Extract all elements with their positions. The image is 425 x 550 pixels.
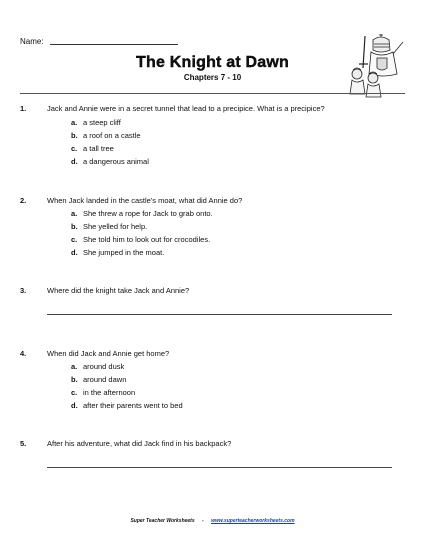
question-1-option-c[interactable]	[71, 144, 114, 153]
question-3-number: 3.	[20, 286, 27, 295]
worksheet-subtitle: Chapters 7 - 10	[183, 73, 242, 82]
question-5-number: 5.	[20, 439, 27, 448]
worksheet-title: The Knight at Dawn	[136, 54, 289, 71]
question-4-text: When did Jack and Annie get home?	[47, 349, 170, 358]
knight-clipart-icon	[343, 34, 405, 98]
question-1-option-a[interactable]	[71, 118, 121, 127]
question-3-text: Where did the knight take Jack and Annie?	[47, 286, 190, 295]
question-2-option-d[interactable]	[71, 248, 164, 257]
option-letter: b.	[71, 131, 78, 140]
question-1-option-d[interactable]	[71, 157, 149, 166]
option-text: around dusk	[83, 362, 125, 371]
option-text: a roof on a castle	[83, 131, 141, 140]
name-field[interactable]	[50, 44, 178, 45]
header-divider	[20, 93, 405, 94]
option-letter: c.	[71, 144, 78, 153]
option-letter: d.	[71, 248, 78, 257]
footer-link[interactable]: www.superteacherworksheets.com	[211, 518, 295, 524]
question-4-option-d[interactable]	[71, 401, 183, 410]
option-letter: b.	[71, 375, 78, 384]
question-1-number: 1.	[20, 104, 27, 113]
name-label: Name:	[20, 37, 44, 46]
question-5-answer-line[interactable]	[47, 467, 392, 468]
option-text: She threw a rope for Jack to grab onto.	[83, 209, 213, 218]
question-5-text: After his adventure, what did Jack find in his backpack?	[47, 439, 232, 448]
question-4-option-b[interactable]	[71, 375, 126, 384]
question-2-option-b[interactable]	[71, 222, 147, 231]
option-text: a tall tree	[83, 144, 114, 153]
question-4-number: 4.	[20, 349, 27, 358]
option-letter: b.	[71, 222, 78, 231]
option-text: She jumped in the moat.	[83, 248, 165, 257]
option-letter: c.	[71, 388, 78, 397]
option-letter: d.	[71, 401, 78, 410]
option-text: a steep cliff	[83, 118, 121, 127]
option-letter: a.	[71, 118, 78, 127]
question-3-answer-line[interactable]	[47, 314, 392, 315]
option-letter: d.	[71, 157, 78, 166]
footer-separator: -	[202, 518, 204, 524]
question-2-number: 2.	[20, 196, 27, 205]
option-text: in the afternoon	[83, 388, 136, 397]
question-2-text: When Jack landed in the castle's moat, what did Annie do?	[47, 196, 243, 205]
question-2-option-c[interactable]	[71, 235, 210, 244]
option-text: She yelled for help.	[83, 222, 148, 231]
option-text: a dangerous animal	[83, 157, 149, 166]
option-text: after their parents went to bed	[83, 401, 183, 410]
option-letter: a.	[71, 362, 78, 371]
option-letter: c.	[71, 235, 78, 244]
option-letter: a.	[71, 209, 78, 218]
option-text: She told him to look out for crocodiles.	[83, 235, 211, 244]
option-text: around dawn	[83, 375, 127, 384]
footer-site-name: Super Teacher Worksheets	[130, 518, 195, 524]
question-4-option-a[interactable]	[71, 362, 124, 371]
question-2-option-a[interactable]	[71, 209, 213, 218]
footer	[0, 518, 425, 524]
question-4-option-c[interactable]	[71, 388, 135, 397]
question-1-text: Jack and Annie were in a secret tunnel that lead to a precipice. What is a precipice?	[47, 104, 325, 113]
question-1-option-b[interactable]	[71, 131, 141, 140]
